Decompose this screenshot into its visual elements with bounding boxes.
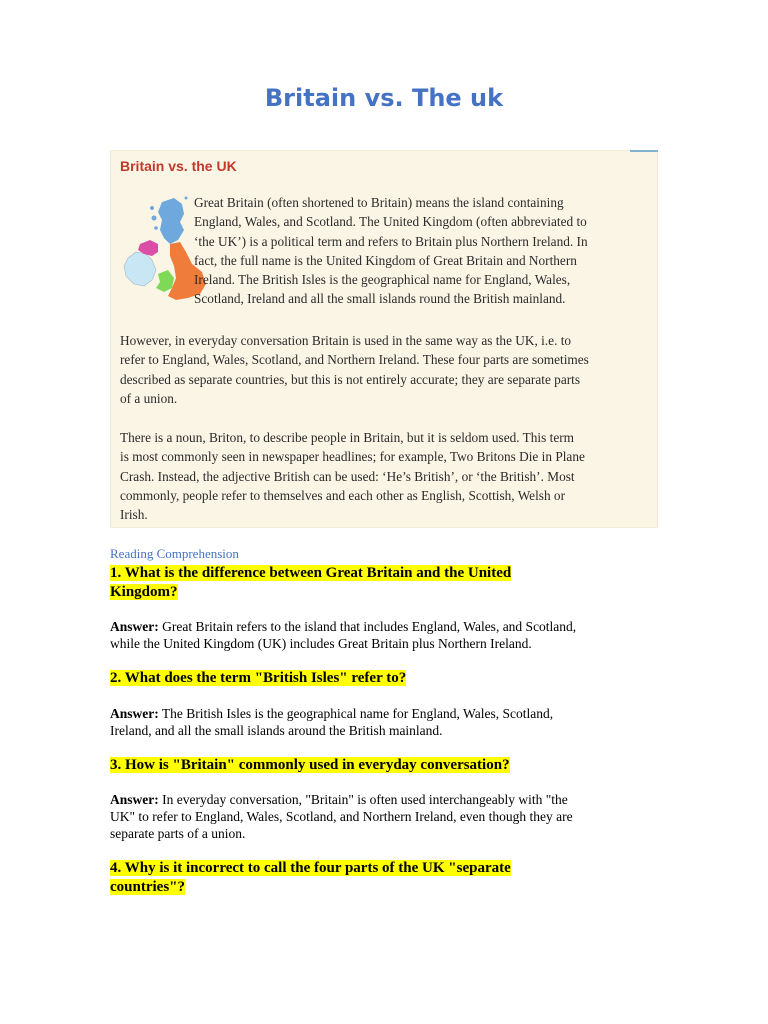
question-4: 4. Why is it incorrect to call the four parts of the UK "separate countries"?	[110, 860, 511, 895]
answer-2: Answer: The British Isles is the geographical name for England, Wales, Scotland, Ireland, and all the small islands around the British mainland.	[110, 706, 554, 738]
question-3: 3. How is "Britain" commonly used in everyday conversation?	[110, 757, 510, 773]
scan-paragraph-2: However, in everyday conversation Britain is used in the same way as the UK, i.e. to refer to England, Wales, Scotland, and Northern Ireland. These four parts are sometimes described as separate countries, but this is not entirely accurate; they are separate parts of a union.	[120, 333, 589, 406]
page-title: Britain vs. The uk	[264, 84, 504, 112]
answer-label: Answer:	[110, 792, 159, 807]
question-1: 1. What is the difference between Great Britain and the United Kingdom?	[110, 565, 512, 600]
map-scotland	[158, 198, 184, 244]
question-2: 2. What does the term "British Isles" refer to?	[110, 670, 407, 686]
scan-edge-line	[630, 150, 658, 152]
answer-3: Answer: In everyday conversation, "Britain" is often used interchangeably with "the UK" to refer to England, Wales, Scotland, and Northern Ireland, even though they are separate parts of a union.	[110, 792, 573, 841]
section-label: Reading Comprehension	[110, 546, 239, 561]
map-ireland	[124, 252, 156, 286]
scan-paragraph-1: Great Britain (often shortened to Britain) means the island containing England, Wales, and Scotland. The United Kingdom (often abbreviated to ‘the UK’) is a political term and refers to Britain plus Northern Ireland. In fact, the full name is the United Kingdom of Great Britain and Northern Ireland. The British Isles is the geographical name for England, Wales, Scotland, Ireland and all the small islands round the British mainland.	[194, 195, 588, 307]
answer-label: Answer:	[110, 619, 159, 634]
answer-label: Answer:	[110, 706, 159, 721]
scan-heading: Britain vs. the UK	[120, 158, 237, 174]
scanned-textbook-excerpt	[110, 150, 658, 528]
map-wales	[156, 270, 174, 292]
answer-1: Answer: Great Britain refers to the island that includes England, Wales, and Scotland, while the United Kingdom (UK) includes Great Britain plus Northern Ireland.	[110, 619, 577, 651]
scan-paragraph-3: There is a noun, Briton, to describe people in Britain, but it is seldom used. This term is most commonly seen in newspaper headlines; for example, Two Britons Die in Plane Crash. Instead, the adjective British can be used: ‘He’s British’, or ‘the British’. Most commonly, people refer to themselves and each other as English, Scottish, Welsh or Irish.	[120, 430, 585, 523]
